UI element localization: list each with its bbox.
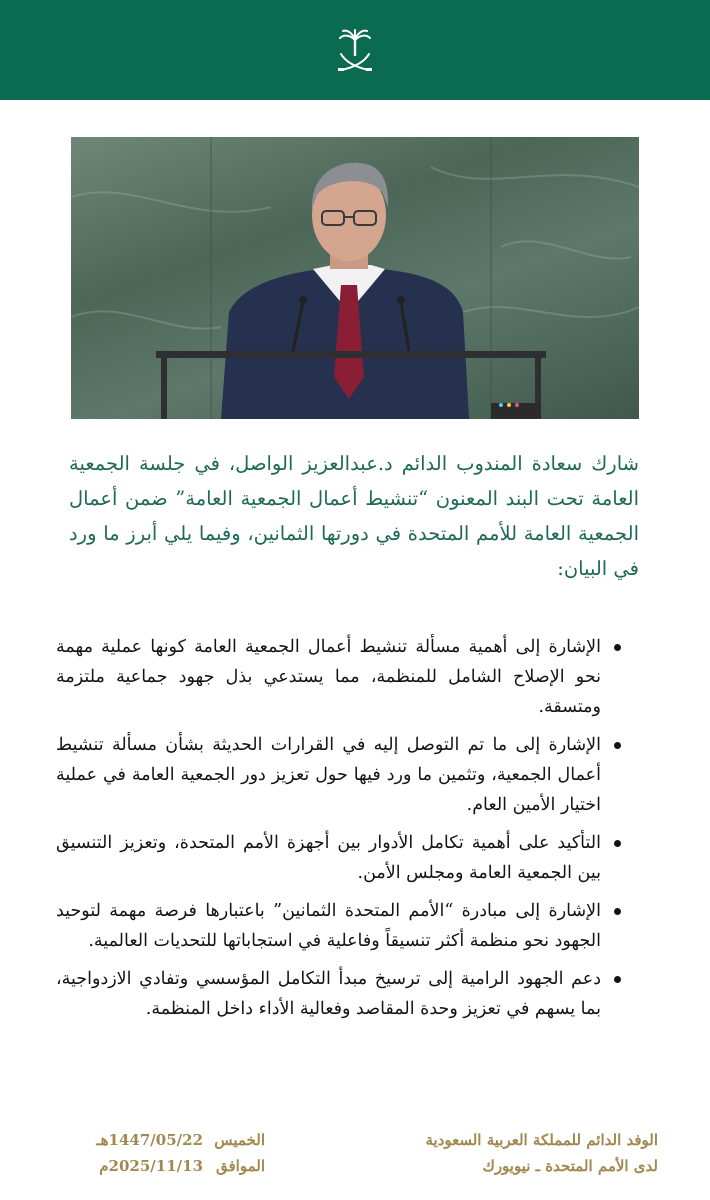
- corresponding-label: الموافق: [215, 1157, 265, 1175]
- statement-bullet-list: [56, 632, 623, 1032]
- delegation-line-1: الوفد الدائم للمملكة العربية السعودية: [425, 1131, 658, 1149]
- bullet-item: التأكيد على أهمية تكامل الأدوار بين أجهزة الأمم المتحدة، وتعزيز التنسيق بين الجمعية العامة ومجلس الأمن.: [56, 828, 601, 888]
- gregorian-date: 2025/11/13م: [99, 1157, 203, 1175]
- speaker-at-podium-illustration: [71, 137, 639, 419]
- gregorian-date-row: [45, 1153, 265, 1179]
- hijri-date-row: [45, 1127, 265, 1153]
- day-label: الخميس: [214, 1131, 265, 1149]
- bullet-item: الإشارة إلى ما تم التوصل إليه في القرارات الحديثة بشأن مسألة تنشيط أعمال الجمعية، وتثمين ما ورد فيها حول تعزيز دور الجمعية العامة في عملية اختيار الأمين العام.: [56, 730, 601, 820]
- date-block: [45, 1127, 265, 1179]
- intro-paragraph: شارك سعادة المندوب الدائم د.عبدالعزيز الواصل، في جلسة الجمعية العامة تحت البند المعنون “تنشيط أعمال الجمعية العامة” ضمن أعمال الجمعية العامة للأمم المتحدة في دورتها الثمانين، وفيما يلي أبرز ما ورد في البيان:: [69, 452, 639, 580]
- bullet-item: الإشارة إلى مبادرة “الأمم المتحدة الثمانين” باعتبارها فرصة مهمة لتوحيد الجهود نحو منظمة أكثر تنسيقاً وفاعلية في استجاباتها للتحديات العالمية.: [56, 896, 601, 956]
- delegation-line-2: لدى الأمم المتحدة ـ نيويورك: [482, 1157, 658, 1175]
- delegation-signature: [358, 1127, 658, 1179]
- bullet-item: دعم الجهود الرامية إلى ترسيخ مبدأ التكامل المؤسسي وتفادي الازدواجية، بما يسهم في تعزيز وحدة المقاصد وفعالية الأداء داخل المنظمة.: [56, 964, 601, 1024]
- header-bar: [0, 0, 710, 100]
- speaker-photo: [71, 137, 639, 419]
- saudi-emblem-icon: [335, 28, 375, 76]
- bullet-item: الإشارة إلى أهمية مسألة تنشيط أعمال الجمعية العامة كونها عملية مهمة نحو الإصلاح الشامل للمنظمة، مما يستدعي بذل جهود جماعية ملتزمة ومتسقة.: [56, 632, 601, 722]
- hijri-date: 1447/05/22هـ: [96, 1131, 203, 1149]
